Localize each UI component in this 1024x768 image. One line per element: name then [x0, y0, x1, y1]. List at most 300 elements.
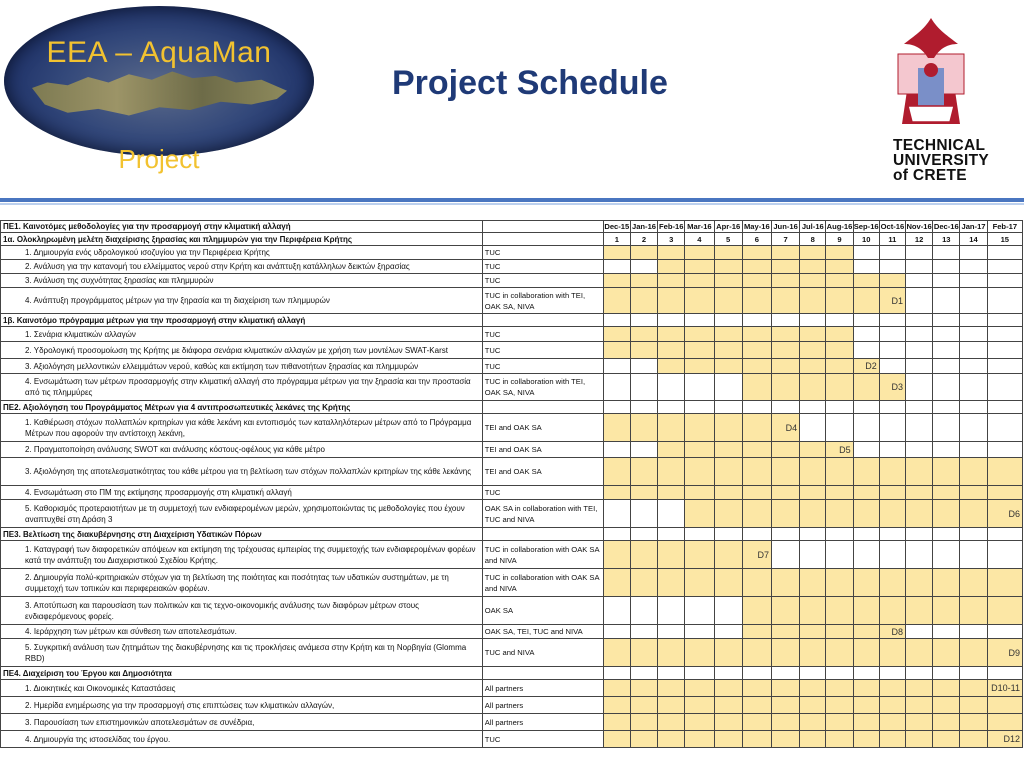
schedule-cell — [714, 528, 742, 541]
schedule-cell-active — [714, 639, 742, 667]
schedule-cell-active — [800, 714, 826, 731]
schedule-cell-active — [906, 697, 933, 714]
schedule-cell — [630, 597, 657, 625]
schedule-cell-active — [742, 569, 771, 597]
schedule-cell — [933, 260, 960, 274]
schedule-cell-active — [658, 274, 685, 288]
schedule-cell-active — [714, 342, 742, 359]
deliverable-label: D4 — [785, 422, 798, 433]
schedule-cell-active — [714, 500, 742, 528]
schedule-cell-active — [714, 327, 742, 342]
schedule-cell-active — [714, 680, 742, 697]
schedule-cell-active — [906, 731, 933, 748]
schedule-cell — [853, 401, 879, 414]
schedule-cell-active — [685, 697, 714, 714]
schedule-cell-active — [960, 569, 987, 597]
schedule-cell — [771, 528, 799, 541]
schedule-cell-active — [960, 639, 987, 667]
schedule-cell — [987, 274, 1022, 288]
schedule-cell — [987, 342, 1022, 359]
schedule-cell — [987, 414, 1022, 442]
month-header: Jan-17 — [961, 222, 986, 231]
schedule-cell — [714, 401, 742, 414]
schedule-cell — [826, 314, 853, 327]
schedule-cell-active — [714, 569, 742, 597]
task-partner: OAK SA, TEI, TUC and NIVA — [482, 625, 603, 639]
schedule-cell-active — [933, 731, 960, 748]
schedule-row — [1, 288, 1023, 314]
schedule-row — [1, 314, 1023, 327]
schedule-cell-active — [630, 680, 657, 697]
schedule-row — [1, 260, 1023, 274]
schedule-cell-active — [685, 260, 714, 274]
schedule-cell-active — [658, 680, 685, 697]
schedule-cell-active — [603, 569, 630, 597]
schedule-cell-active — [685, 639, 714, 667]
schedule-cell-active — [771, 288, 799, 314]
schedule-cell — [933, 528, 960, 541]
project-logo — [4, 6, 314, 174]
schedule-cell — [853, 667, 879, 680]
schedule-cell-active — [879, 625, 905, 639]
schedule-cell-active — [826, 374, 853, 401]
schedule-cell-active — [685, 359, 714, 374]
schedule-cell-active — [800, 639, 826, 667]
schedule-cell-active — [906, 597, 933, 625]
schedule-cell-active — [826, 500, 853, 528]
schedule-cell-active — [742, 697, 771, 714]
schedule-cell — [685, 667, 714, 680]
university-name-line3: of CRETE — [893, 167, 967, 184]
task-name: 1. Καθιέρωση στόχων πολλαπλών κριτηρίων για κάθε λεκάνη και εντοπισμός των καταλληλότερων μέτρων από το Πρόγραμμα Μέτρων που αφορούν την αντίστοιχη λεκάνη, — [1, 414, 483, 442]
schedule-row — [1, 528, 1023, 541]
schedule-cell — [630, 260, 657, 274]
schedule-cell-active — [658, 458, 685, 486]
schedule-cell-active — [826, 639, 853, 667]
schedule-cell — [630, 314, 657, 327]
schedule-cell — [960, 401, 987, 414]
month-header: Jan-16 — [631, 222, 657, 231]
university-name-line1: TECHNICAL — [893, 137, 986, 154]
schedule-cell-active — [826, 680, 853, 697]
schedule-cell-active — [742, 374, 771, 401]
schedule-cell-active — [800, 260, 826, 274]
schedule-cell-active — [853, 288, 879, 314]
schedule-cell — [603, 500, 630, 528]
month-number: 5 — [714, 233, 742, 246]
schedule-cell-active — [933, 639, 960, 667]
schedule-cell-active — [987, 500, 1022, 528]
schedule-cell-active — [603, 274, 630, 288]
schedule-cell-active — [987, 458, 1022, 486]
schedule-cell-active — [906, 486, 933, 500]
schedule-cell-active — [742, 486, 771, 500]
schedule-cell-active — [630, 639, 657, 667]
month-header: Aug-16 — [826, 222, 853, 231]
schedule-row — [1, 569, 1023, 597]
schedule-cell-active — [630, 274, 657, 288]
schedule-cell-active — [742, 246, 771, 260]
schedule-cell-active — [853, 714, 879, 731]
schedule-cell — [906, 667, 933, 680]
schedule-cell-active — [771, 414, 799, 442]
schedule-cell — [826, 528, 853, 541]
schedule-cell-active — [771, 639, 799, 667]
schedule-cell — [933, 288, 960, 314]
schedule-cell-active — [771, 374, 799, 401]
schedule-cell-active — [742, 342, 771, 359]
schedule-cell — [933, 667, 960, 680]
schedule-cell — [906, 401, 933, 414]
schedule-cell-active — [800, 359, 826, 374]
schedule-cell-active — [906, 680, 933, 697]
schedule-cell-active — [933, 500, 960, 528]
schedule-cell-active — [800, 246, 826, 260]
schedule-cell-active — [658, 714, 685, 731]
schedule-cell-active — [742, 442, 771, 458]
schedule-cell-active — [960, 500, 987, 528]
schedule-cell-active — [658, 569, 685, 597]
schedule-cell-active — [987, 714, 1022, 731]
schedule-cell-active — [771, 458, 799, 486]
task-name: 2. Ανάλυση για την κατανομή του ελλείμματος νερού στην Κρήτη και ανάπτυξη κατάλληλων δεικτών ξηρασίας — [1, 260, 483, 274]
schedule-cell-active — [630, 342, 657, 359]
schedule-cell — [987, 260, 1022, 274]
task-partner: TEI and OAK SA — [482, 458, 603, 486]
task-partner: TUC and NIVA — [482, 639, 603, 667]
schedule-cell — [933, 342, 960, 359]
schedule-cell-active — [987, 569, 1022, 597]
schedule-cell-active — [853, 680, 879, 697]
task-partner — [482, 667, 603, 680]
task-partner: TUC — [482, 327, 603, 342]
schedule-cell-active — [826, 288, 853, 314]
schedule-cell-active — [714, 541, 742, 569]
schedule-cell-active — [714, 274, 742, 288]
schedule-cell-active — [826, 327, 853, 342]
schedule-row — [1, 639, 1023, 667]
schedule-cell — [906, 314, 933, 327]
month-header: Nov-16 — [906, 222, 932, 231]
schedule-cell-active — [742, 625, 771, 639]
schedule-cell-active — [603, 414, 630, 442]
schedule-cell-active — [658, 359, 685, 374]
schedule-cell-active — [800, 288, 826, 314]
schedule-cell-active — [826, 625, 853, 639]
schedule-row — [1, 541, 1023, 569]
schedule-cell-active — [987, 597, 1022, 625]
schedule-cell-active — [987, 486, 1022, 500]
schedule-cell — [933, 442, 960, 458]
schedule-cell-active — [800, 625, 826, 639]
schedule-cell-active — [658, 697, 685, 714]
schedule-cell-active — [826, 458, 853, 486]
schedule-cell-active — [800, 442, 826, 458]
schedule-cell-active — [879, 500, 905, 528]
month-header: Feb-16 — [658, 222, 684, 231]
schedule-cell-active — [853, 359, 879, 374]
logo-subtitle: Project — [118, 144, 200, 174]
schedule-cell-active — [685, 458, 714, 486]
schedule-cell-active — [853, 569, 879, 597]
schedule-cell — [603, 625, 630, 639]
schedule-cell-active — [603, 246, 630, 260]
month-header: Feb-17 — [987, 221, 1022, 233]
task-partner: TEI and OAK SA — [482, 414, 603, 442]
schedule-cell — [987, 528, 1022, 541]
schedule-cell-active — [771, 500, 799, 528]
schedule-cell-active — [742, 359, 771, 374]
schedule-row — [1, 414, 1023, 442]
schedule-cell-active — [771, 260, 799, 274]
schedule-cell-active — [742, 597, 771, 625]
schedule-cell — [771, 667, 799, 680]
schedule-cell-active — [800, 342, 826, 359]
schedule-cell-active — [685, 569, 714, 597]
schedule-cell — [987, 359, 1022, 374]
deliverable-label: D8 — [891, 626, 903, 637]
schedule-cell-active — [771, 714, 799, 731]
schedule-cell-active — [960, 458, 987, 486]
schedule-cell — [826, 667, 853, 680]
schedule-cell-active — [630, 458, 657, 486]
schedule-cell — [879, 667, 905, 680]
schedule-cell — [603, 401, 630, 414]
schedule-cell — [879, 442, 905, 458]
header-divider-light — [0, 203, 1024, 205]
schedule-cell-active — [800, 597, 826, 625]
schedule-cell — [826, 401, 853, 414]
schedule-cell-active — [879, 597, 905, 625]
header-divider — [0, 198, 1024, 202]
schedule-cell — [960, 314, 987, 327]
schedule-table — [0, 220, 1023, 748]
schedule-cell-active — [987, 680, 1022, 697]
task-name: 1. Δημιουργία ενός υδρολογικού ισοζυγίου για την Περιφέρεια Κρήτης — [1, 246, 483, 260]
month-number: 11 — [879, 233, 905, 246]
schedule-cell-active — [658, 246, 685, 260]
schedule-cell-active — [658, 260, 685, 274]
task-name: 4. Ενσωμάτωση στο ΠΜ της εκτίμησης προσαρμογής στη κλιματική αλλαγή — [1, 486, 483, 500]
month-number: 14 — [960, 233, 987, 246]
schedule-cell — [906, 327, 933, 342]
section-title: ΠΕ1. Καινοτόμες μεθοδολογίες για την προσαρμογή στην κλιματική αλλαγή — [1, 221, 483, 233]
university-name — [893, 138, 989, 183]
schedule-cell — [960, 414, 987, 442]
schedule-cell-active — [685, 486, 714, 500]
schedule-cell — [906, 359, 933, 374]
schedule-cell-active — [879, 731, 905, 748]
schedule-cell-active — [714, 260, 742, 274]
task-partner: All partners — [482, 697, 603, 714]
schedule-cell-active — [826, 359, 853, 374]
schedule-cell-active — [630, 288, 657, 314]
schedule-cell-active — [826, 731, 853, 748]
schedule-cell — [685, 401, 714, 414]
schedule-cell-active — [771, 697, 799, 714]
task-partner — [482, 401, 603, 414]
schedule-row — [1, 680, 1023, 697]
schedule-cell — [879, 246, 905, 260]
schedule-cell-active — [800, 374, 826, 401]
schedule-cell-active — [630, 486, 657, 500]
schedule-row — [1, 697, 1023, 714]
schedule-cell — [658, 374, 685, 401]
schedule-row — [1, 667, 1023, 680]
schedule-cell — [771, 314, 799, 327]
schedule-cell — [987, 625, 1022, 639]
schedule-cell — [603, 597, 630, 625]
schedule-cell-active — [879, 697, 905, 714]
schedule-cell-active — [685, 327, 714, 342]
schedule-cell — [933, 541, 960, 569]
section-title: 1β. Καινοτόμο πρόγραμμα μέτρων για την προσαρμογή στην κλιματική αλλαγή — [1, 314, 483, 327]
schedule-cell — [853, 442, 879, 458]
task-partner — [482, 221, 603, 233]
task-partner: OAK SA in collaboration with TEI, TUC and NIVA — [482, 500, 603, 528]
month-header: Mar-16 — [685, 221, 714, 233]
schedule-cell — [960, 260, 987, 274]
schedule-cell-active — [742, 288, 771, 314]
schedule-cell-active — [603, 288, 630, 314]
schedule-cell-active — [853, 486, 879, 500]
schedule-cell — [630, 359, 657, 374]
schedule-cell-active — [826, 342, 853, 359]
schedule-cell-active — [603, 541, 630, 569]
schedule-cell-active — [800, 486, 826, 500]
schedule-cell-active — [879, 680, 905, 697]
schedule-row — [1, 714, 1023, 731]
schedule-cell — [658, 500, 685, 528]
month-number: 9 — [826, 233, 853, 246]
task-partner: TUC in collaboration with TEI, OAK SA, NIVA — [482, 374, 603, 401]
schedule-cell-active — [630, 414, 657, 442]
schedule-cell-active — [853, 597, 879, 625]
schedule-cell-active — [826, 260, 853, 274]
task-name: 2. Πραγματοποίηση ανάλυσης SWOT και ανάλυσης κόστους-οφέλους για κάθε μέτρο — [1, 442, 483, 458]
schedule-row — [1, 327, 1023, 342]
month-number: 1 — [603, 233, 630, 246]
schedule-cell-active — [960, 680, 987, 697]
schedule-cell — [906, 260, 933, 274]
schedule-cell — [630, 401, 657, 414]
deliverable-label: D12 — [1003, 734, 1020, 744]
schedule-cell-active — [603, 458, 630, 486]
schedule-cell — [933, 374, 960, 401]
task-partner — [482, 314, 603, 327]
schedule-cell-active — [603, 486, 630, 500]
deliverable-label: D7 — [757, 549, 769, 560]
schedule-cell-active — [826, 714, 853, 731]
schedule-row — [1, 359, 1023, 374]
schedule-cell-active — [879, 374, 905, 401]
month-number: 2 — [630, 233, 657, 246]
schedule-cell-active — [603, 714, 630, 731]
schedule-cell-active — [603, 342, 630, 359]
schedule-cell-active — [658, 541, 685, 569]
schedule-cell-active — [771, 359, 799, 374]
schedule-cell — [853, 327, 879, 342]
schedule-cell — [800, 414, 826, 442]
task-name: 4. Ενσωμάτωση των μέτρων προσαρμογής στην κλιματική αλλαγή στο πρόγραμμα μέτρων για την ξηρασία και την προστασία από τις πλημμύρες — [1, 374, 483, 401]
task-name: 3. Ανάλυση της συχνότητας ξηρασίας και πλημμυρών — [1, 274, 483, 288]
schedule-cell — [879, 260, 905, 274]
schedule-cell-active — [685, 342, 714, 359]
schedule-cell — [685, 597, 714, 625]
schedule-cell — [603, 314, 630, 327]
schedule-cell — [658, 625, 685, 639]
schedule-cell-active — [771, 486, 799, 500]
schedule-cell-active — [630, 541, 657, 569]
schedule-cell-active — [630, 569, 657, 597]
schedule-cell-active — [742, 458, 771, 486]
schedule-cell-active — [714, 458, 742, 486]
schedule-cell-active — [879, 639, 905, 667]
schedule-cell — [603, 528, 630, 541]
schedule-cell — [630, 442, 657, 458]
month-number: 7 — [771, 233, 799, 246]
schedule-cell-active — [853, 500, 879, 528]
schedule-cell-active — [879, 714, 905, 731]
month-number: 15 — [987, 233, 1022, 246]
schedule-row — [1, 731, 1023, 748]
schedule-cell-active — [826, 697, 853, 714]
schedule-cell-active — [685, 541, 714, 569]
schedule-cell — [933, 274, 960, 288]
month-header: May-16 — [743, 222, 770, 231]
schedule-cell — [630, 500, 657, 528]
schedule-cell — [906, 442, 933, 458]
schedule-cell-active — [853, 458, 879, 486]
schedule-cell-active — [685, 500, 714, 528]
schedule-cell — [853, 260, 879, 274]
schedule-cell — [658, 597, 685, 625]
month-header: Dec-15 — [604, 222, 630, 231]
schedule-cell — [960, 528, 987, 541]
task-partner: TUC — [482, 359, 603, 374]
task-name: 5. Συγκριτική ανάλυση των ζητημάτων της διακυβέρνησης και τις προκλήσεις ανάμεσα στην Κρήτη και τη Νορβηγία (Glomma RBD) — [1, 639, 483, 667]
task-partner: TUC — [482, 274, 603, 288]
task-partner: All partners — [482, 714, 603, 731]
schedule-cell-active — [933, 458, 960, 486]
schedule-row — [1, 625, 1023, 639]
schedule-cell-active — [800, 697, 826, 714]
task-partner: TUC — [482, 246, 603, 260]
schedule-cell — [714, 374, 742, 401]
schedule-cell — [906, 288, 933, 314]
schedule-cell-active — [800, 274, 826, 288]
schedule-cell-active — [771, 246, 799, 260]
task-name: 3. Παρουσίαση των επιστημονικών αποτελεσμάτων σε συνέδρια, — [1, 714, 483, 731]
schedule-cell — [800, 541, 826, 569]
schedule-row — [1, 246, 1023, 260]
section-title: ΠΕ2. Αξιολόγηση του Προγράμματος Μέτρων για 4 αντιπροσωπευτικές λεκάνες της Κρήτης — [1, 401, 483, 414]
schedule-cell-active — [933, 680, 960, 697]
schedule-cell-active — [933, 569, 960, 597]
schedule-cell — [853, 246, 879, 260]
schedule-cell-active — [685, 414, 714, 442]
schedule-cell-active — [800, 500, 826, 528]
schedule-cell-active — [987, 639, 1022, 667]
schedule-cell — [630, 667, 657, 680]
schedule-cell — [603, 260, 630, 274]
schedule-cell — [826, 414, 853, 442]
crete-island-image — [32, 66, 287, 121]
schedule-cell — [987, 246, 1022, 260]
task-partner: TUC — [482, 486, 603, 500]
month-number: 12 — [906, 233, 933, 246]
schedule-cell-active — [630, 714, 657, 731]
